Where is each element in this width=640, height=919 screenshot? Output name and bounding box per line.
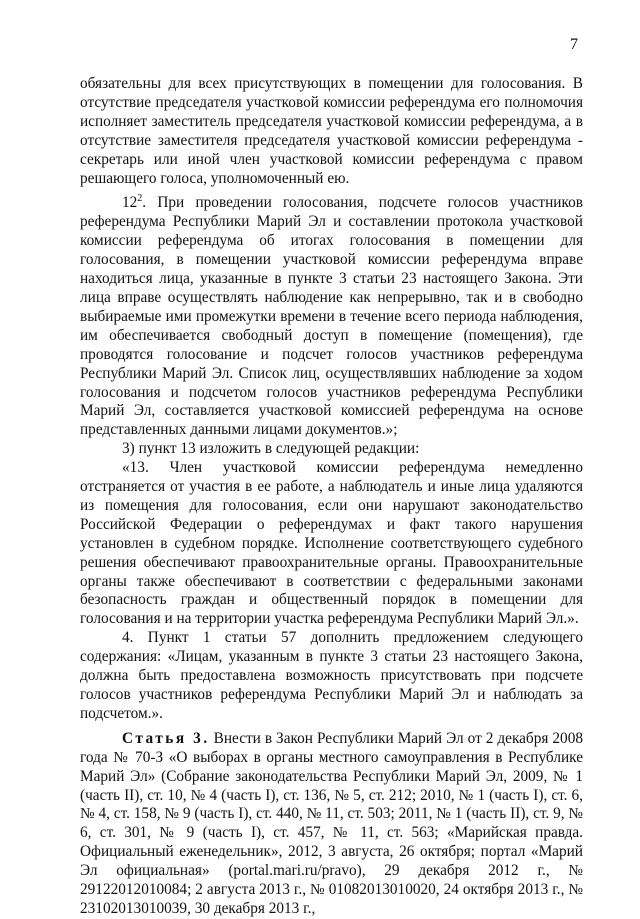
paragraph-amendment-3: 3) пункт 13 изложить в следующей редакции: — [122, 440, 420, 458]
point-superscript: 2 — [137, 193, 143, 205]
point-text: . При проведении голосования, подсчете голосов участников референдума Республики Марий Эл и составлении протокола участковой комиссии референдума об итогах голосования в помещении для голосования, в помещении участковой комиссии референдума вправе находиться лица, указанные в пункте 3 статьи 23 настоящего Закона. Эти лица вправе осуществлять наблюдение как непрерывно, так и в свободно выбираемые ими промежутки времени в течение всего периода наблюдения, им обеспечивается свободный доступ в помещение (помещения), где проводятся голосование и подсчет голосов участников референдума Республики Марий Эл. Список лиц, осуществлявших наблюдение за ходом голосования и подсчетом голосов участников референдума Республики Марий Эл, составляется участковой комиссией референдума на основе представленных данными лицами документов.»; — [80, 194, 583, 439]
paragraph-continuation: обязательны для всех присутствующих в помещении для голосования. В отсутствие председателя участковой комиссии референдума его полномочия исполняет заместитель председателя участковой комиссии референдума, а в отсутствие заместителя председателя участковой комиссии референдума - секретарь или иной член участковой комиссии референдума с правом решающего голоса, уполномоченный ею. — [80, 75, 583, 187]
paragraph-amendment-4: 4. Пункт 1 статьи 57 дополнить предложением следующего содержания: «Лицам, указанным в пункте 3 статьи 23 настоящего Закона, должна быть предоставлена возможность присутствовать при подсчете голосов участников референдума Республики Марий Эл и наблюдать за подсчетом.». — [80, 629, 583, 722]
paragraph-article-3 — [80, 730, 583, 919]
point-number: 12 — [122, 194, 138, 212]
article-heading: Статья 3. — [122, 729, 210, 747]
document-body — [80, 75, 583, 919]
paragraph-point-12-2 — [80, 194, 583, 440]
article-text: Внести в Закон Республики Марий Эл от 2 декабря 2008 года № 70-З «О выборах в органы местного самоуправления в Республике Марий Эл» (Собрание законодательства Республики Марий Эл, 2009, № 1 (часть II), ст. 10, № 4 (часть I), ст. 136, № 5, ст. 212; 2010, № 1 (часть I), ст. 6, № 4, ст. 158, № 9 (часть I), ст. 440, № 11, ст. 503; 2011, № 1 (часть II), ст. 9, № 6, ст. 301, № 9 (часть I), ст. 457, № 11, ст. 563; «Марийская правда. Официальный еженедельник», 2012, 3 августа, 26 октября; портал «Марий Эл официальная» (portal.mari.ru/pravo), 29 декабря 2012 г., № 29122012010084; 2 августа 2013 г., № 01082013010020, 24 октября 2013 г., № 23102013010039, 30 декабря 2013 г., — [80, 729, 583, 917]
paragraph-point-13: «13. Член участковой комиссии референдума немедленно отстраняется от участия в ее работе, а наблюдатель и иные лица удаляются из помещения для голосования, если они нарушают законодательство Российской Федерации о референдумах и факт такого нарушения установлен в судебном порядке. Исполнение соответствующего судебного решения обеспечивают правоохранительные органы. Правоохранительные органы также обеспечивают в соответствии с федеральными законами безопасность граждан и общественный порядок в помещении для голосования и на территории участка референдума Республики Марий Эл.». — [80, 459, 583, 628]
page-number: 7 — [570, 36, 578, 53]
